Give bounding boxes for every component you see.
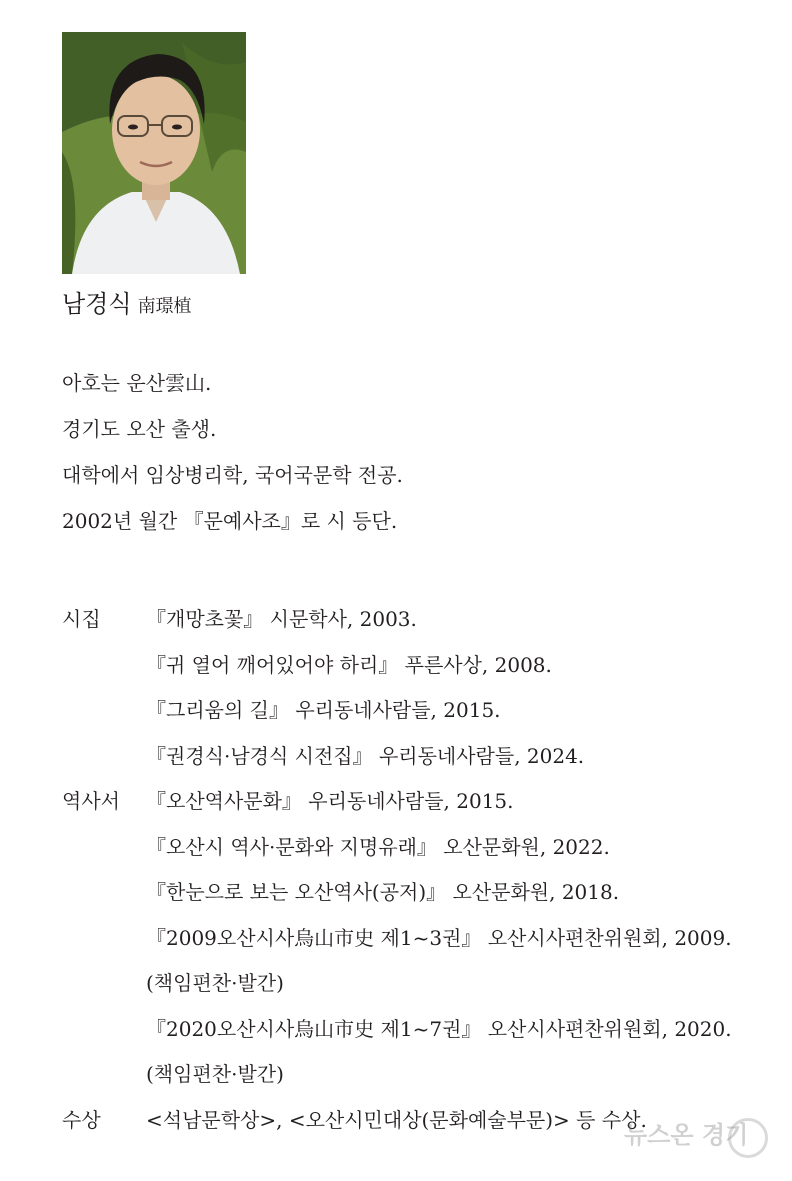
works-row bbox=[62, 1007, 762, 1053]
works-entry: 『2020오산시사烏山市史 제1~7권』 오산시사편찬위원회, 2020. bbox=[146, 1016, 732, 1041]
author-photo bbox=[62, 32, 246, 274]
works-row bbox=[62, 688, 762, 734]
works-category: 시집 bbox=[62, 607, 101, 631]
intro-line: 경기도 오산 출생. bbox=[62, 417, 217, 441]
works-row bbox=[62, 1052, 762, 1098]
works-entry: (책임편찬·발간) bbox=[146, 971, 284, 995]
works-entry: 『오산역사문화』 우리동네사람들, 2015. bbox=[146, 789, 514, 813]
author-name: 남경식 bbox=[62, 290, 132, 318]
works-entry: (책임편찬·발간) bbox=[146, 1062, 284, 1086]
works-entry: 『귀 열어 깨어있어야 하리』 푸른사상, 2008. bbox=[146, 652, 552, 677]
works-category bbox=[62, 734, 146, 780]
works-category bbox=[62, 825, 146, 871]
works-category bbox=[62, 688, 146, 734]
works-entry: 『2009오산시사烏山市史 제1~3권』 오산시사편찬위원회, 2009. bbox=[146, 925, 732, 950]
intro-line: 아호는 운산雲山. bbox=[62, 371, 212, 395]
works-list bbox=[62, 597, 762, 1143]
works-row bbox=[62, 825, 762, 871]
works-entry: 『그리움의 길』 우리동네사람들, 2015. bbox=[146, 698, 501, 722]
works-category bbox=[62, 1052, 146, 1098]
works-row bbox=[62, 961, 762, 1007]
works-category bbox=[62, 961, 146, 1007]
works-entry: 『개망초꽃』 시문학사, 2003. bbox=[146, 607, 417, 631]
intro-line: 2002년 월간 『문예사조』로 시 등단. bbox=[62, 509, 398, 533]
works-category bbox=[62, 1007, 146, 1053]
works-row bbox=[62, 734, 762, 780]
author-name-hanja: 南璟植 bbox=[137, 296, 192, 317]
works-category: 역사서 bbox=[62, 789, 120, 813]
works-row bbox=[62, 779, 762, 825]
news-watermark bbox=[624, 1110, 774, 1160]
watermark-text: 뉴스온 경기 bbox=[624, 1121, 749, 1149]
works-category bbox=[62, 916, 146, 962]
works-entry: 『권경식·남경식 시전집』 우리동네사람들, 2024. bbox=[146, 743, 585, 768]
watermark-ring-icon bbox=[728, 1118, 768, 1158]
works-entry: 『오산시 역사·문화와 지명유래』 오산문화원, 2022. bbox=[146, 834, 610, 859]
works-row bbox=[62, 643, 762, 689]
works-category: 수상 bbox=[62, 1107, 101, 1132]
works-entry: <석남문학상>, <오산시민대상(문화예술부문)> 등 수상. bbox=[146, 1107, 647, 1132]
works-row bbox=[62, 870, 762, 916]
intro-section bbox=[62, 365, 403, 549]
author-name-line bbox=[62, 284, 192, 319]
works-row bbox=[62, 597, 762, 643]
intro-line: 대학에서 임상병리학, 국어국문학 전공. bbox=[62, 463, 403, 487]
works-category bbox=[62, 643, 146, 689]
works-category bbox=[62, 870, 146, 916]
works-row bbox=[62, 916, 762, 962]
works-entry: 『한눈으로 보는 오산역사(공저)』 오산문화원, 2018. bbox=[146, 880, 620, 904]
